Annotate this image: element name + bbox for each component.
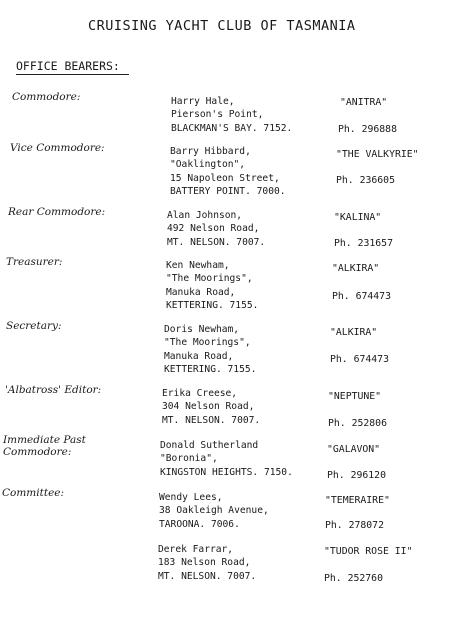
address-block: Donald Sutherland "Boronia", KINGSTON HEIGHTS. 7150. (160, 440, 293, 478)
section-heading: OFFICE BEARERS: (16, 59, 120, 73)
address-block: Barry Hibbard, "Oaklington", 15 Napoleon Street, BATTERY POINT. 7000. (170, 146, 286, 197)
yacht-name: "ALKIRA" (332, 263, 380, 274)
yacht-name: "TEMERAIRE" (325, 495, 390, 506)
yacht-name: "NEPTUNE" (328, 391, 382, 402)
role-label: Secretary: (6, 320, 62, 332)
address-block: Derek Farrar, 183 Nelson Road, MT. NELSON. 7007. (158, 544, 257, 582)
address-block: Wendy Lees, 38 Oakleigh Avenue, TAROONA. 7006. (159, 492, 269, 530)
phone-number: Ph. 674473 (330, 354, 389, 365)
role-label: Vice Commodore: (10, 142, 105, 154)
yacht-name: "ANITRA" (340, 97, 388, 108)
role-label: Immediate Past Commodore: (3, 434, 86, 458)
role-label: Rear Commodore: (8, 206, 106, 218)
yacht-name: "GALAVON" (327, 444, 381, 455)
role-label: Committee: (2, 487, 65, 499)
address-block: Erika Creese, 304 Nelson Road, MT. NELSON. 7007. (162, 388, 261, 426)
yacht-name: "ALKIRA" (330, 327, 378, 338)
yacht-name: "KALINA" (334, 212, 382, 223)
yacht-name: "TUDOR ROSE II" (324, 546, 413, 557)
page-title: CRUISING YACHT CLUB OF TASMANIA (88, 18, 356, 34)
phone-number: Ph. 252806 (328, 418, 387, 429)
phone-number: Ph. 296888 (338, 124, 397, 135)
address-block: Doris Newham, "The Moorings", Manuka Road, KETTERING. 7155. (164, 324, 257, 375)
yacht-name: "THE VALKYRIE" (336, 149, 419, 160)
role-label: Treasurer: (6, 256, 63, 268)
heading-underline (16, 74, 129, 75)
phone-number: Ph. 278072 (325, 520, 384, 531)
address-block: Harry Hale, Pierson's Point, BLACKMAN'S BAY. 7152. (171, 96, 293, 134)
phone-number: Ph. 231657 (334, 238, 393, 249)
role-label: 'Albatross' Editor: (5, 384, 102, 396)
address-block: Ken Newham, "The Moorings", Manuka Road, KETTERING. 7155. (166, 260, 259, 311)
address-block: Alan Johnson, 492 Nelson Road, MT. NELSON. 7007. (167, 210, 266, 248)
phone-number: Ph. 252760 (324, 573, 383, 584)
phone-number: Ph. 296120 (327, 470, 386, 481)
role-label: Commodore: (12, 91, 81, 103)
phone-number: Ph. 236605 (336, 175, 395, 186)
phone-number: Ph. 674473 (332, 291, 391, 302)
